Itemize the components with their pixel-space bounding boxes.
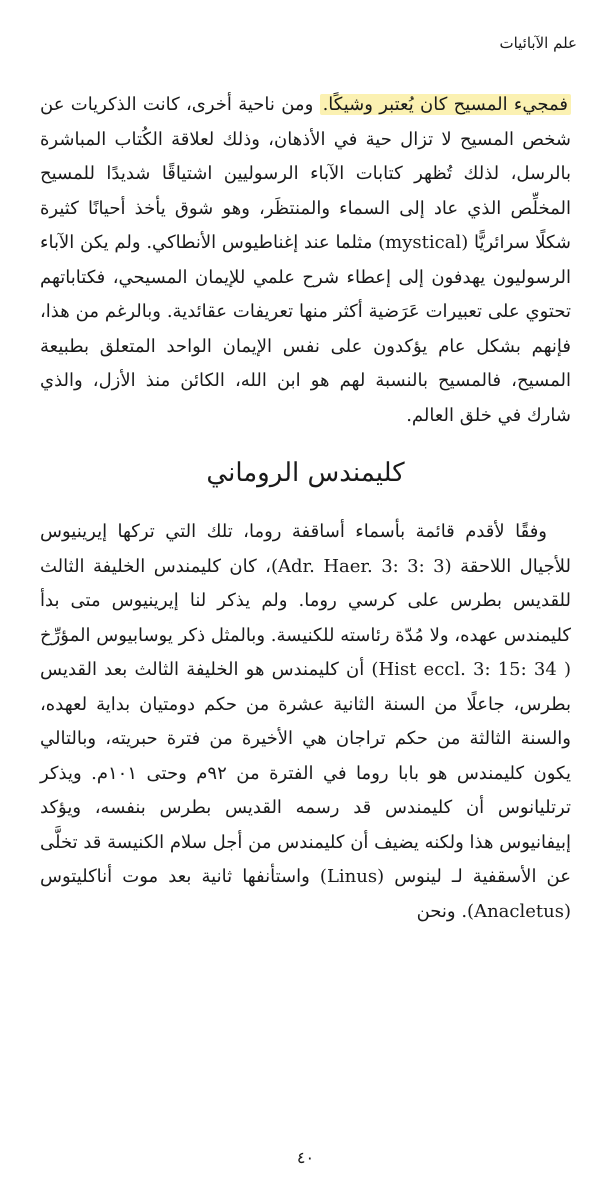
page-number: ٤٠ [296, 1148, 315, 1167]
running-header-title: علم الآبائيات [499, 34, 577, 52]
intro-paragraph [40, 88, 571, 433]
intro-paragraph-text: ومن ناحية أخرى، كانت الذكريات عن شخص المسيح لا تزال حية في الأذهان، وذلك لعلاقة الكُتاب المباشرة بالرسل، لذلك تُظهر كتابات الآباء الرسوليين اشتياقًا شديدًا للمسيح المخلِّص الذي عاد إلى السماء والمنتظَر، وهو شوق يأخذ أحيانًا كثيرة شكلًا سرائريًّا (mystical) مثلما عند إغناطيوس الأنطاكي. ولم يكن الآباء الرسوليون يهدفون إلى إعطاء شرح علمي للإيمان المسيحي، فكتاباتهم تحتوي على تعبيرات عَرَضية أكثر منها تعريفات عقائدية. وبالرغم من هذا، فإنهم بشكل عام يؤكدون على نفس الإيمان الواحد المتعلق بطبيعة المسيح، فالمسيح بالنسبة لهم هو ابن الله، الكائن منذ الأزل، والذي شارك في خلق العالم. [40, 94, 571, 426]
section-paragraph: وفقًا لأقدم قائمة بأسماء أساقفة روما، تلك التي تركها إيرينيوس للأجيال اللاحقة (Adr. Haer. 3: 3: 3)، كان كليمندس الخليفة الثالث للقديس بطرس على كرسي روما. ولم يذكر لنا إيرينيوس متى بدأ كليمندس عهده، ولا مُدّة رئاسته للكنيسة. وبالمثل ذكر يوسابيوس المؤرِّخ ( Hist eccl. 3: 15: 34) أن كليمندس هو الخليفة الثالث بعد القديس بطرس، جاعلًا من السنة الثانية عشرة من حكم دومتيان بداية لعهده، والسنة الثالثة من حكم تراجان هي الأخيرة من فترة حبريته، وبالتالي يكون كليمندس هو بابا روما في الفترة من ٩٢م وحتى ١٠١م. ويذكر ترتليانوس أن كليمندس قد رسمه القديس بطرس بنفسه، ويؤكد إبيفانيوس هذا ولكنه يضيف أن كليمندس من أجل سلام الكنيسة قد تخلَّى عن الأسقفية لـ لينوس (Linus) واستأنفها ثانية بعد موت أناكليتوس (Anacletus). ونحن [40, 521, 572, 922]
highlighted-sentence: فمجيء المسيح كان يُعتبر وشيكًا. [320, 94, 571, 115]
section-heading: كليمندس الروماني [206, 458, 405, 488]
page-body [40, 88, 571, 929]
